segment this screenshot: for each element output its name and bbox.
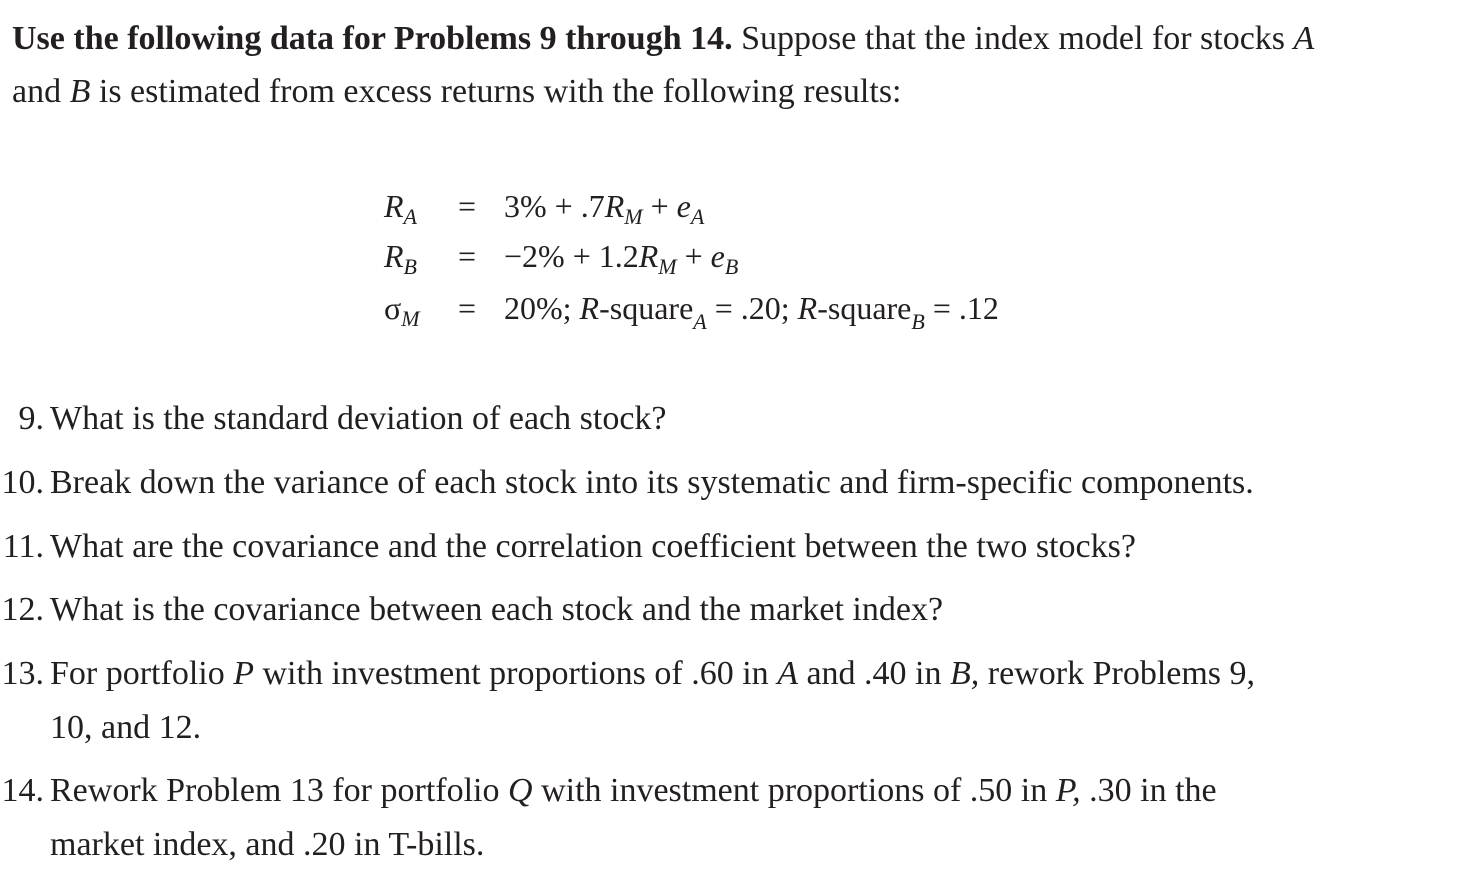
equation-ra-lhs	[384, 186, 417, 237]
sigma-rhs-lead: 20%;	[504, 290, 580, 326]
p13-t3: and .40 in	[797, 655, 951, 692]
ra-symbol: R	[384, 188, 404, 224]
intro-bold-lead: Use the following data for Problems 9 through 14.	[12, 20, 733, 57]
r-square-a-word: -square	[599, 290, 694, 326]
problem-10-text: Break down the variance of each stock into its systematic and firm-specific components.	[50, 464, 1254, 501]
problem-11-text: What are the covariance and the correlation coefficient between the two stocks?	[50, 528, 1136, 565]
problem-13-number: 13.	[1, 655, 44, 692]
problem-14-number: 14.	[1, 772, 44, 809]
p13-t4: rework Problems 9,	[979, 655, 1256, 692]
r-square-b-word: -square	[817, 290, 912, 326]
ra-rhs-lead: 3% + .7	[504, 188, 605, 224]
equation-ra-equals: =	[458, 188, 477, 224]
sigma-symbol: σ	[384, 290, 402, 326]
intro-stock-b: B	[69, 73, 91, 110]
ra-rhs-e-sub: A	[690, 204, 705, 229]
r-square-a-value: = .20;	[706, 290, 798, 326]
equation-sigma-lhs	[384, 288, 420, 339]
problem-14-text-line2: market index, and .20 in T-bills.	[50, 826, 485, 863]
p13-t1: For portfolio	[50, 655, 234, 692]
p14-t1: Rework Problem 13 for portfolio	[50, 772, 508, 809]
rb-rhs-e-sub: B	[724, 254, 739, 279]
equation-rb-equals: =	[458, 238, 477, 274]
equation-sigma-equals: =	[458, 290, 477, 326]
equation-rb	[384, 236, 884, 279]
problem-11-number: 11.	[2, 528, 44, 565]
problem-9	[0, 392, 1440, 446]
intro-stock-a: A	[1293, 20, 1315, 57]
problem-14-text-line1	[50, 764, 1217, 818]
p14-t3: .30 in the	[1080, 772, 1217, 809]
p13-portfolio-p: P	[233, 655, 254, 692]
r-square-b-value: = .12	[924, 290, 999, 326]
p14-portfolio-q: Q	[508, 772, 533, 809]
problem-10-number: 10.	[1, 464, 44, 501]
p13-stock-a: A	[777, 655, 798, 692]
rb-rhs-e: e	[710, 238, 725, 274]
problem-12	[0, 583, 1432, 637]
p14-portfolio-p: P,	[1055, 772, 1081, 809]
ra-rhs-rm-sub: M	[624, 204, 643, 229]
rb-rhs-lead: −2% + 1.2	[504, 238, 639, 274]
p13-stock-b: B,	[950, 655, 980, 692]
rb-rhs-rm: R	[638, 238, 659, 274]
equation-sigma	[384, 288, 1084, 332]
ra-rhs-plus: +	[642, 188, 677, 224]
ra-rhs-e: e	[676, 188, 691, 224]
r-square-a-sub: A	[693, 309, 707, 334]
problem-11	[0, 520, 1432, 574]
rb-symbol: R	[384, 238, 404, 274]
equation-sigma-rhs	[504, 288, 999, 342]
intro-line2-rest: is estimated from excess returns with the following results:	[90, 73, 902, 110]
p13-t2: with investment proportions of .60 in	[254, 655, 778, 692]
rb-rhs-plus: +	[676, 238, 711, 274]
problem-13-text-line1	[50, 647, 1255, 701]
equation-ra	[384, 186, 884, 229]
intro-line2-start: and	[12, 73, 70, 110]
intro-line1-rest: Suppose that the index model for stocks	[732, 20, 1294, 57]
problem-13	[0, 647, 1432, 755]
problem-14	[0, 764, 1432, 872]
problem-9-text: What is the standard deviation of each stock?	[50, 400, 667, 437]
intro-paragraph	[12, 12, 1432, 118]
equation-rb-lhs	[384, 236, 417, 287]
problem-10	[0, 456, 1432, 510]
rb-rhs-rm-sub: M	[658, 254, 677, 279]
r-square-a-r: R	[579, 290, 600, 326]
equation-rb-rhs	[504, 236, 738, 287]
problem-12-number: 12.	[1, 591, 44, 628]
equation-ra-rhs	[504, 186, 704, 237]
rb-subscript: B	[403, 254, 417, 279]
problem-9-number: 9.	[18, 400, 44, 437]
problem-12-text: What is the covariance between each stock and the market index?	[50, 591, 944, 628]
r-square-b-r: R	[797, 290, 818, 326]
problem-13-text-line2: 10, and 12.	[50, 709, 202, 746]
ra-subscript: A	[403, 204, 417, 229]
p14-t2: with investment proportions of .50 in	[532, 772, 1056, 809]
sigma-subscript: M	[401, 306, 420, 331]
r-square-b-sub: B	[911, 309, 925, 334]
ra-rhs-rm: R	[604, 188, 625, 224]
